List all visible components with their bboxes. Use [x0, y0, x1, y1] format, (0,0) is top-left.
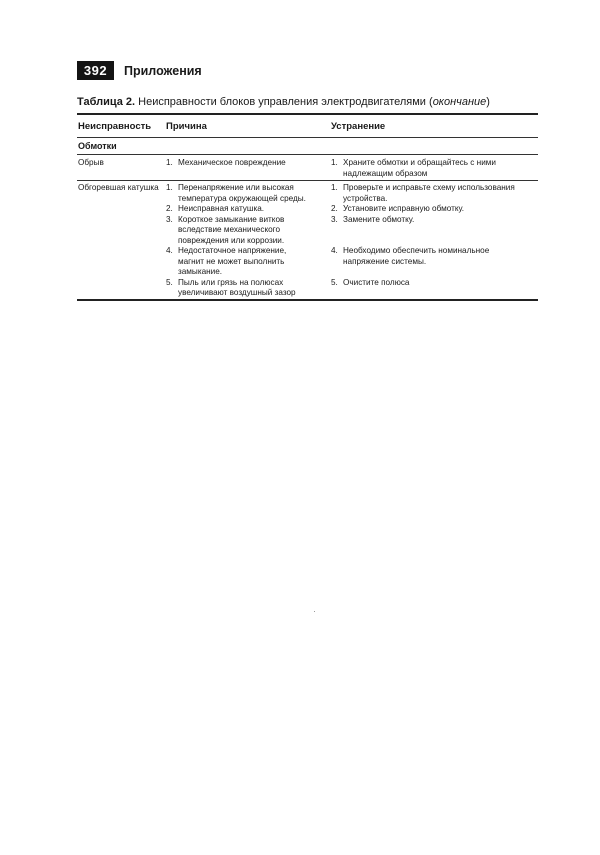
item-line: Храните обмотки и обращайтесь с ними — [343, 158, 496, 167]
caption-text: Неисправности блоков управления электродвигателями ( — [135, 96, 433, 108]
cause-item — [166, 246, 321, 278]
fix-cell — [331, 158, 536, 179]
item-line: устройства. — [343, 193, 388, 203]
fix-item — [331, 183, 536, 204]
scan-speck — [314, 611, 315, 612]
item-line: Установите исправную обмотку. — [343, 204, 465, 213]
item-text — [343, 278, 536, 289]
fix-cell — [331, 183, 536, 288]
fault-cell: Обрыв — [78, 158, 104, 167]
fault-cell: Обгоревшая катушка — [78, 183, 159, 192]
table-bottom-rule — [77, 299, 538, 301]
item-line: увеличивают воздушный зазор — [178, 288, 296, 297]
fix-item — [331, 246, 536, 267]
item-number: 3. — [331, 214, 338, 224]
item-text — [178, 158, 321, 169]
item-number: 1. — [331, 183, 338, 192]
group-label: Обмотки — [78, 141, 117, 151]
item-line: повреждения или коррозии. — [178, 235, 285, 245]
item-number: 3. — [166, 214, 173, 224]
caption-italic: окончание — [432, 96, 487, 108]
item-number: 2. — [331, 204, 338, 213]
item-text — [343, 246, 536, 267]
cause-item — [166, 183, 321, 204]
table-row — [77, 181, 538, 299]
section-title: Приложения — [124, 63, 202, 78]
item-text — [343, 204, 536, 215]
fix-item — [331, 204, 536, 215]
page-header — [77, 61, 202, 80]
table-caption — [77, 96, 490, 108]
item-text — [178, 278, 321, 299]
item-number: 1. — [331, 158, 338, 167]
cause-item — [166, 204, 321, 215]
caption-close: ) — [486, 96, 490, 108]
cause-item — [166, 278, 321, 299]
item-text — [178, 215, 321, 247]
item-number: 2. — [166, 204, 173, 213]
item-number: 1. — [166, 183, 173, 192]
caption-label: Таблица 2. — [77, 96, 136, 108]
item-line: Неисправная катушка. — [178, 204, 265, 213]
item-number: 4. — [331, 246, 338, 255]
header-cause: Причина — [166, 121, 207, 132]
item-number: 1. — [166, 158, 173, 167]
table-row — [77, 155, 538, 180]
item-line: замыкание. — [178, 267, 223, 276]
item-line: Замените обмотку. — [343, 214, 415, 224]
group-row — [77, 138, 538, 154]
item-line: магнит не может выполнить — [178, 256, 285, 266]
table-header-row — [77, 115, 538, 137]
cause-item — [166, 215, 321, 247]
item-number: 5. — [331, 277, 338, 287]
fix-item — [331, 278, 536, 289]
item-line: вследствие механического — [178, 225, 281, 234]
item-line: Короткое замыкание витков — [178, 214, 285, 224]
item-line: Проверьте и исправьте схему использования — [343, 183, 515, 192]
item-line: Недостаточное напряжение, — [178, 246, 287, 255]
item-line: Перенапряжение или высокая — [178, 183, 294, 192]
faults-table — [77, 113, 538, 301]
fix-item — [331, 158, 536, 179]
item-line: Необходимо обеспечить номинальное — [343, 246, 490, 255]
item-number: 5. — [166, 277, 173, 287]
item-text — [178, 183, 321, 204]
item-line: Механическое повреждение — [178, 158, 286, 167]
cause-cell — [166, 158, 321, 169]
fix-item — [331, 215, 536, 226]
item-text — [178, 204, 321, 215]
item-line: Очистите полюса — [343, 277, 410, 287]
header-fault: Неисправность — [78, 121, 152, 132]
header-fix: Устранение — [331, 121, 386, 132]
item-line: надлежащим образом — [343, 168, 428, 178]
item-text — [343, 158, 536, 179]
cause-item — [166, 158, 321, 169]
item-text — [178, 246, 321, 278]
page-number: 392 — [77, 61, 114, 80]
item-text — [343, 215, 536, 226]
item-line: напряжение системы. — [343, 256, 427, 266]
item-line: температура окружающей среды. — [178, 193, 306, 203]
item-text — [343, 183, 536, 204]
item-line: Пыль или грязь на полюсах — [178, 277, 284, 287]
item-number: 4. — [166, 246, 173, 255]
cause-cell — [166, 183, 321, 299]
